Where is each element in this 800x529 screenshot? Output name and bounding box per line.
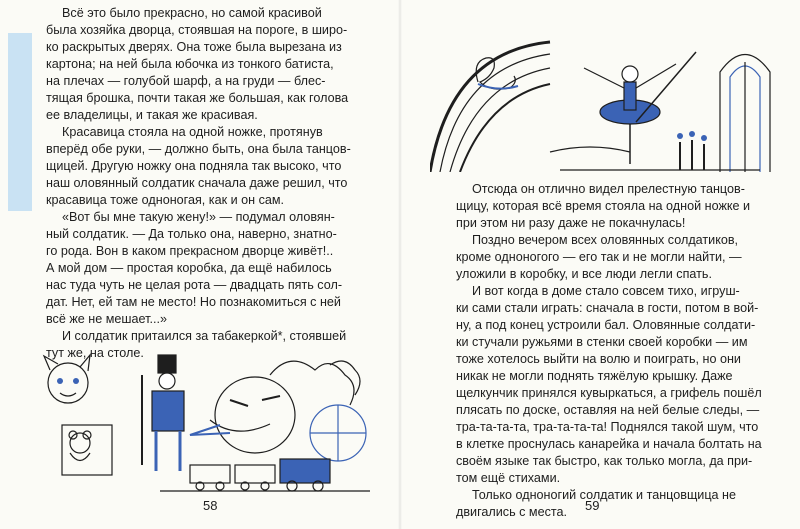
text-line: уложили в коробку, и все люди легли спать. <box>456 267 712 281</box>
right-page <box>400 0 800 529</box>
text-line: дат. Нет, ей там не место! Но познакомиться с ней <box>46 295 341 309</box>
text-line: щицу, которая всё время стояла на одной ножке и <box>456 199 751 213</box>
paragraph <box>456 232 778 283</box>
text-line: красавица тоже одноногая, как и он сам. <box>46 193 285 207</box>
text-line: Отсюда он отлично видел прелестную танцов- <box>472 182 745 196</box>
text-line: ки стучали ружьями в стенки своей коробки — им <box>456 335 748 349</box>
text-line: Красавица стояла на одной ножке, протянув <box>62 125 323 139</box>
left-page-text <box>46 5 376 362</box>
text-line: Только одноногий солдатик и танцовщица не <box>472 488 737 502</box>
text-line: вперёд обе руки, — должно быть, она была танцов- <box>46 142 351 156</box>
text-line: ный солдатик. — Да только она, наверно, знатно- <box>46 227 337 241</box>
page-number-right: 59 <box>585 498 600 513</box>
right-page-text <box>456 181 778 521</box>
paragraph <box>456 487 778 521</box>
text-line: тящая брошка, почти такая же большая, как голова <box>46 91 349 105</box>
dancer-illustration-drawing <box>430 22 780 172</box>
text-line: наш оловянный солдатик сначала даже решил, что <box>46 176 348 190</box>
text-line: «Вот бы мне такую жену!» — подумал оловян- <box>62 210 335 224</box>
text-line: при этом ни разу даже не покачнулась! <box>456 216 686 230</box>
text-line: была хозяйка дворца, стоявшая на пороге, в широ- <box>46 23 348 37</box>
text-line: том ещё стихами. <box>456 471 561 485</box>
text-line: Всё это было прекрасно, но самой красивой <box>62 6 322 20</box>
text-line: тра-та-та-та, тра-та-та-та! Поднялся такой шум, что <box>456 420 759 434</box>
text-line: нас туда чуть не целая рота — двадцать пять сол- <box>46 278 343 292</box>
text-line: ко раскрытых дверях. Она тоже была вырезана из <box>46 40 342 54</box>
text-line: И солдатик притаился за табакеркой*, стоявшей <box>62 329 347 343</box>
paragraph <box>46 209 376 328</box>
text-line: И вот когда в доме стало совсем тихо, игруш- <box>472 284 740 298</box>
text-line: в клетке проснулась канарейка и начала болтать на <box>456 437 762 451</box>
text-line: своём языке так быстро, как только могла, да при- <box>456 454 753 468</box>
paragraph <box>46 124 376 209</box>
page-number-left: 58 <box>203 498 218 513</box>
text-line: картона; на ней была юбочка из тонкого батиста, <box>46 57 334 71</box>
text-line: ки сами стали играть: сначала в гости, потом в вой- <box>456 301 759 315</box>
text-line: го рода. Вон в каком прекрасном дворце живёт!.. <box>46 244 334 258</box>
dancer-illustration <box>430 22 780 172</box>
text-line: двигались с места. <box>456 505 568 519</box>
text-line: тут же, на столе. <box>46 346 144 360</box>
text-line: всё же не мешает...» <box>46 312 167 326</box>
toys-illustration <box>40 345 382 495</box>
text-line: кроме одноногого — его так и не могли найти, — <box>456 250 742 264</box>
paragraph <box>456 283 778 487</box>
text-line: щелкунчик принялся кувыркаться, а грифель пошёл <box>456 386 762 400</box>
paragraph <box>456 181 778 232</box>
text-line: тоже хотелось выйти на волю и поиграть, но они <box>456 352 741 366</box>
text-line: никак не могли поднять тяжёлую крышку. Даже <box>456 369 733 383</box>
text-line: А мой дом — простая коробка, да ещё набилось <box>46 261 332 275</box>
text-line: щицей. Другую ножку она подняла так высоко, что <box>46 159 342 173</box>
text-line: плясать по доске, оставляя на ней белые следы, — <box>456 403 760 417</box>
text-line: Поздно вечером всех оловянных солдатиков, <box>472 233 739 247</box>
text-line: ну, а под конец устроили бал. Оловянные солдати- <box>456 318 756 332</box>
paragraph <box>46 5 376 124</box>
toys-illustration-drawing <box>40 345 382 495</box>
text-line: на плечах — голубой шарф, а на груди — блес- <box>46 74 326 88</box>
text-line: ее владелицы, и такая же красивая. <box>46 108 258 122</box>
side-color-tab <box>8 33 32 211</box>
